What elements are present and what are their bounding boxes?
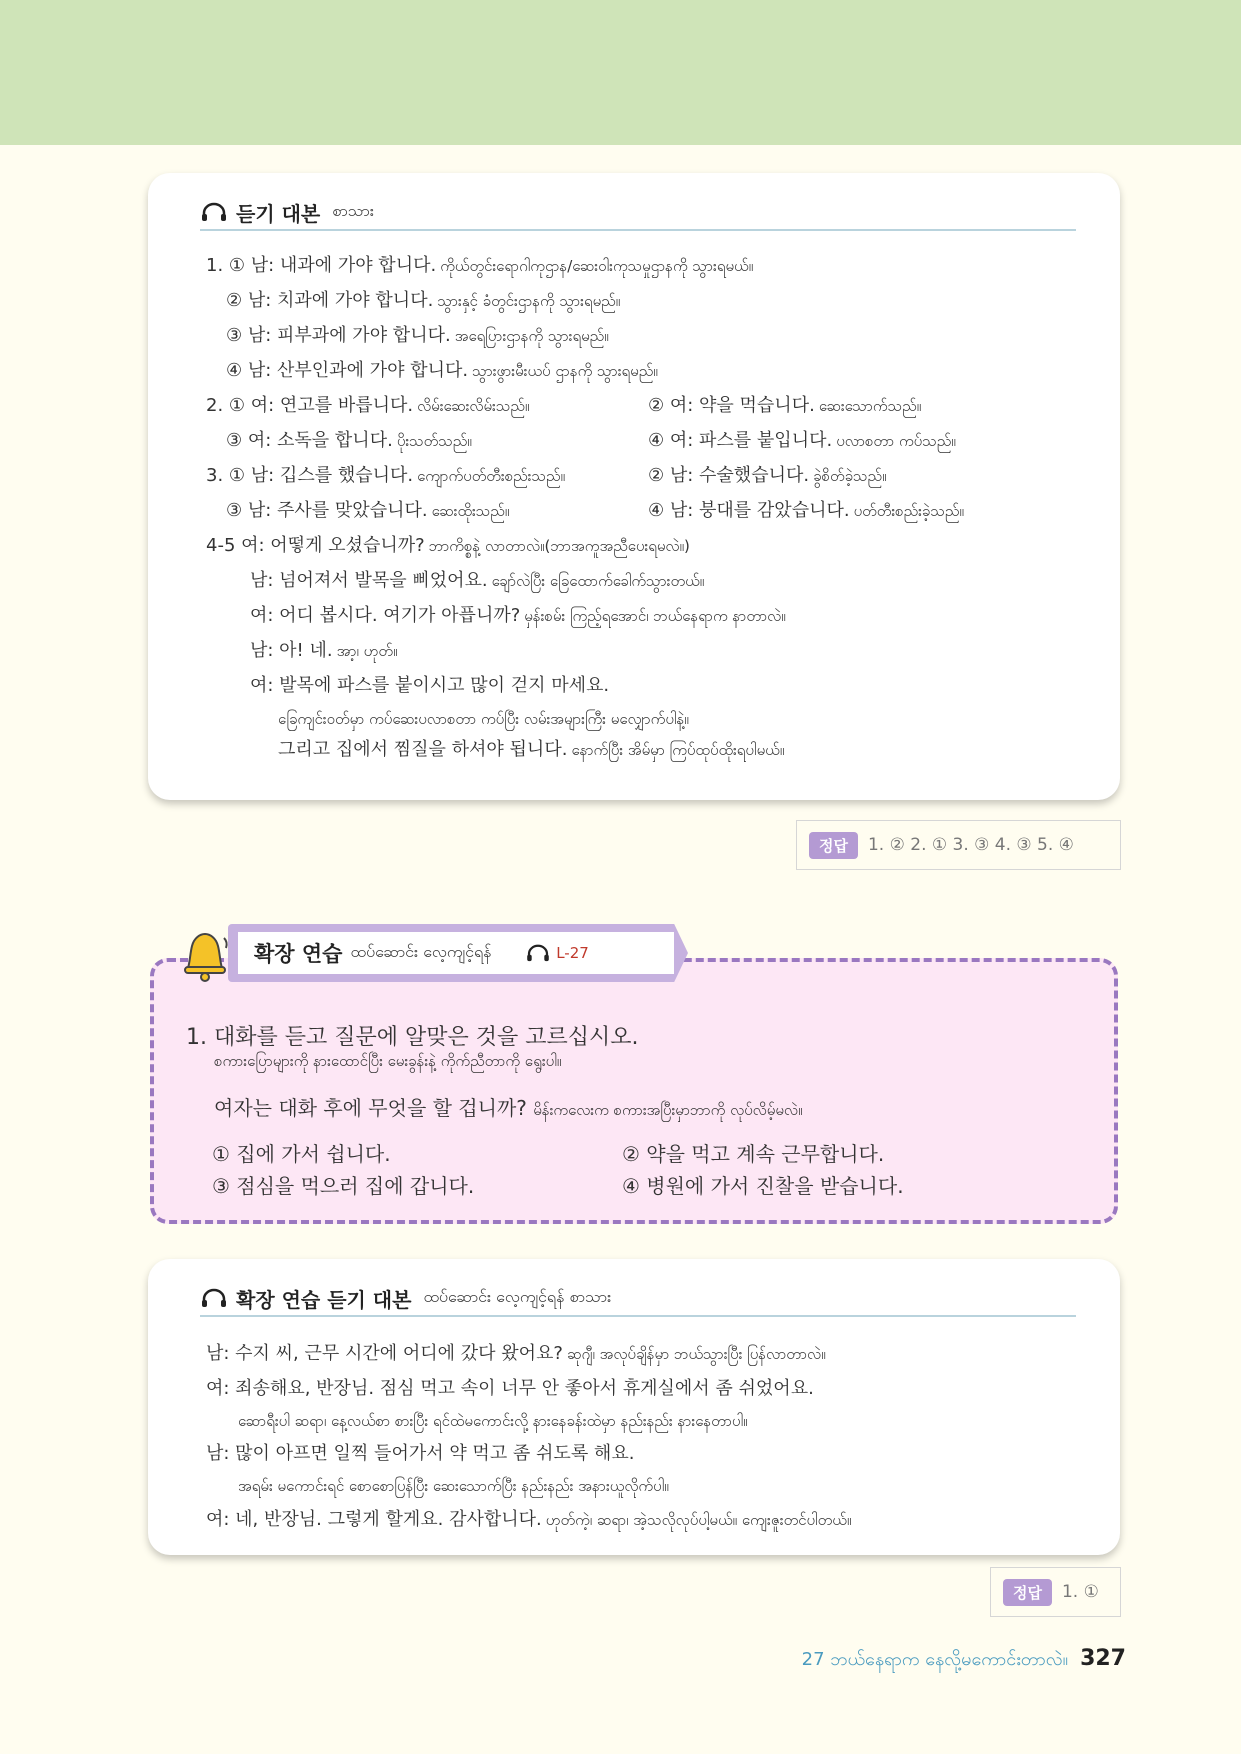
- script-line: 그리고 집에서 찜질을 하셔야 됩니다. နောက်ပြီး အိမ်မှာ ကြပ်ထုပ်ထိုးရပါမယ်။: [278, 739, 785, 760]
- audio-track-code[interactable]: [525, 944, 588, 963]
- script-line: ② 여: 약을 먹습니다. ဆေးသောက်သည်။: [648, 395, 922, 416]
- script-line: ② 남: 수술했습니다. ခွဲစိတ်ခဲ့သည်။: [648, 465, 887, 486]
- script-line: ③ 여: 소독을 합니다. ပိုးသတ်သည်။: [226, 430, 472, 451]
- answer-tag: 정답: [1003, 1579, 1052, 1606]
- script-line: ③ 남: 주사를 맞았습니다. ဆေးထိုးသည်။: [226, 500, 510, 521]
- script-line-translation: အရမ်း မကောင်းရင် စောစောပြန်ပြီး ဆေးသောက်ပြီး နည်းနည်း အနားယူလိုက်ပါ။: [238, 1477, 669, 1495]
- card-subtitle: စာသား: [332, 201, 374, 220]
- answer-box: [990, 1567, 1121, 1617]
- headphones-icon: [200, 1288, 228, 1308]
- sub-question: 여자는 대화 후에 무엇을 할 겁니까? မိန်းကလေးက စကားအပြီးမှာဘာကို လုပ်လိမ့်မလဲ။: [214, 1096, 803, 1120]
- answer-box: [796, 820, 1121, 870]
- question-translation: စကားပြောများကို နားထောင်ပြီး မေးခွန်းနဲ့ ကိုက်ညီတာကို ရွေးပါ။: [214, 1052, 562, 1070]
- script-line: 2. ① 여: 연고를 바릅니다. လိမ်းဆေးလိမ်းသည်။: [206, 395, 530, 416]
- header-band: [0, 0, 1241, 145]
- script-line: 여: 죄송해요, 반장님. 점심 먹고 속이 너무 안 좋아서 휴게실에서 좀 쉬었어요.: [206, 1378, 814, 1399]
- page-footer: [802, 1646, 1126, 1674]
- script-line: 여: 네, 반장님. 그렇게 할게요. 감사합니다. ဟုတ်ကဲ့၊ ဆရာ၊ အဲ့သလိုလုပ်ပါ့မယ်။ ကျေးဇူးတင်ပါတယ်။: [206, 1509, 852, 1530]
- practice-banner-label: [238, 932, 674, 974]
- option-2[interactable]: ② 약을 먹고 계속 근무합니다.: [622, 1142, 885, 1166]
- listening-script-card: [148, 173, 1120, 800]
- script-line: ④ 남: 산부인과에 가야 합니다. သွားဖွားမီးယပ် ဌာနကို သွားရမည်။: [226, 360, 658, 381]
- audio-code-label: L-27: [556, 943, 589, 962]
- chapter-title: 27 ဘယ်နေရာက နေလို့မကောင်းတာလဲ။: [801, 1649, 1069, 1670]
- answer-text: 1. ② 2. ① 3. ③ 4. ③ 5. ④: [867, 835, 1074, 855]
- script-line-translation: ခြေကျင်းဝတ်မှာ ကပ်ဆေးပလာစတာ ကပ်ပြီး လမ်းအများကြီး မလျှောက်ပါနဲ့။: [278, 710, 689, 728]
- script-line: 남: 넘어져서 발목을 삐었어요. ချော်လဲပြီး ခြေထောက်ခေါက်သွားတယ်။: [250, 570, 705, 591]
- headphones-icon: [525, 944, 551, 962]
- script-line: 4-5 여: 어떻게 오셨습니까? ဘာကိစ္စနဲ့ လာတာလဲ။(ဘာအကူအညီပေးရမလဲ။): [206, 535, 690, 556]
- headphones-icon: [200, 202, 228, 222]
- script-line: 남: 수지 씨, 근무 시간에 어디에 갔다 왔어요? ဆုဂျီ၊ အလုပ်ချိန်မှာ ဘယ်သွားပြီး ပြန်လာတာလဲ။: [206, 1343, 826, 1364]
- script-line-translation: ဆောရီးပါ ဆရာ၊ နေ့လယ်စာ စားပြီး ရင်ထဲမကောင်းလို့ နားနေခန်းထဲမှာ နည်းနည်း နားနေတာပါ။: [238, 1412, 748, 1430]
- practice-title: 확장 연습: [254, 942, 343, 966]
- script-line: 3. ① 남: 깁스를 했습니다. ကျောက်ပတ်တီးစည်းသည်။: [206, 465, 565, 486]
- bell-icon: [180, 926, 230, 982]
- script-line: 1. ① 남: 내과에 가야 합니다. ကိုယ်တွင်းရောဂါကုဌာန/ဆေးဝါးကုသမှုဌာနကို သွားရမယ်။: [206, 255, 754, 276]
- answer-tag: 정답: [809, 832, 858, 859]
- card-header: [200, 195, 1076, 231]
- card-header: [200, 1281, 1076, 1317]
- card-subtitle: ထပ်ဆောင်း လေ့ကျင့်ရန် စာသား: [423, 1287, 612, 1306]
- option-1[interactable]: ① 집에 가서 쉽니다.: [212, 1142, 391, 1166]
- script-line: 여: 발목에 파스를 붙이시고 많이 걷지 마세요.: [250, 675, 610, 696]
- script-line: 남: 많이 아프면 일찍 들어가서 약 먹고 좀 쉬도록 해요.: [206, 1443, 635, 1464]
- practice-script-card: [148, 1259, 1120, 1555]
- script-line: 여: 어디 봅시다. 여기가 아픕니까? မှန်းစမ်း ကြည့်ရအောင်၊ ဘယ်နေရာက နာတာလဲ။: [250, 605, 786, 626]
- card-title: 확장 연습 듣기 대본: [236, 1287, 412, 1312]
- option-4[interactable]: ④ 병원에 가서 진찰을 받습니다.: [622, 1174, 904, 1198]
- script-line: ② 남: 치과에 가야 합니다. သွားနှင့် ခံတွင်းဌာနကို သွားရမည်။: [226, 290, 621, 311]
- question-text: 1. 대화를 듣고 질문에 알맞은 것을 고르십시오.: [186, 1025, 639, 1050]
- script-line: ④ 여: 파스를 붙입니다. ပလာစတာ ကပ်သည်။: [648, 430, 956, 451]
- page-number: 327: [1080, 1646, 1126, 1671]
- script-line: 남: 아! 네. အာ့၊ ဟုတ်။: [250, 640, 398, 661]
- answer-text: 1. ①: [1061, 1582, 1099, 1602]
- script-line: ④ 남: 붕대를 감았습니다. ပတ်တီးစည်းခဲ့သည်။: [648, 500, 964, 521]
- practice-subtitle: ထပ်ဆောင်း လေ့ကျင့်ရန်: [350, 942, 492, 961]
- option-3[interactable]: ③ 점심을 먹으러 집에 갑니다.: [212, 1174, 475, 1198]
- script-line: ③ 남: 피부과에 가야 합니다. အရေပြားဌာနကို သွားရမည်။: [226, 325, 609, 346]
- card-title: 듣기 대본: [236, 201, 321, 226]
